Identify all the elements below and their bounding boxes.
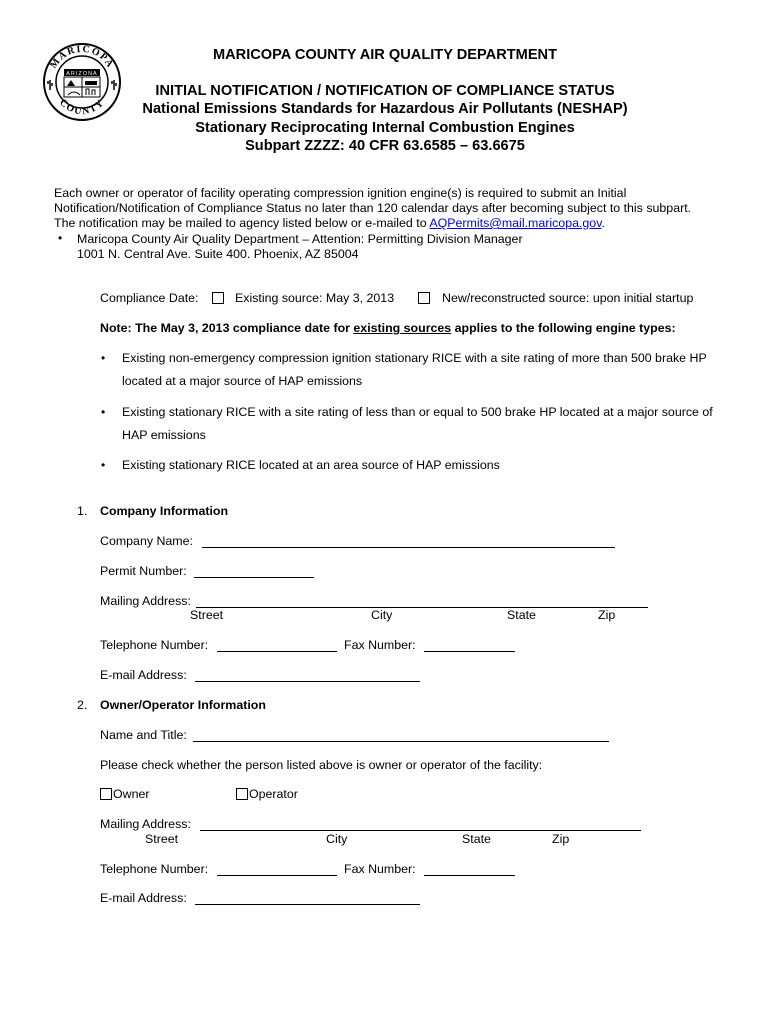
new-source-checkbox[interactable]	[418, 292, 430, 304]
owner-street-caption: Street	[145, 832, 179, 846]
engine-type-2-line2: HAP emissions	[122, 428, 206, 442]
owner-fax-field[interactable]	[424, 875, 515, 876]
zip-caption: Zip	[598, 608, 616, 622]
company-name-label: Company Name:	[100, 534, 193, 548]
mailing-address-label: Mailing Address:	[100, 594, 191, 608]
owner-mailing-address-field[interactable]	[200, 830, 641, 831]
owner-fax-label: Fax Number:	[344, 862, 416, 876]
existing-source-checkbox[interactable]	[212, 292, 224, 304]
section1-title: Company Information	[100, 504, 229, 518]
telephone-label: Telephone Number:	[100, 638, 209, 652]
owner-telephone-label: Telephone Number:	[100, 862, 209, 876]
intro-line1: Each owner or operator of facility operating compression ignition engine(s) is required to submit an Initial	[54, 186, 627, 200]
operator-checkbox[interactable]	[236, 788, 248, 800]
city-caption: City	[371, 608, 393, 622]
street-caption: Street	[190, 608, 224, 622]
seal-bottom-text: COUNTY	[57, 97, 107, 118]
owner-zip-caption: Zip	[552, 832, 570, 846]
operator-label: Operator	[249, 787, 298, 801]
fax-field[interactable]	[424, 651, 515, 652]
engine-type-2-line1: Existing stationary RICE with a site rating of less than or equal to 500 brake HP located at a major source of	[122, 405, 713, 419]
compliance-note: Note: The May 3, 2013 compliance date for existing sources applies to the following engine types:	[100, 321, 676, 335]
mailing-address-field[interactable]	[196, 607, 648, 608]
email-label: E-mail Address:	[100, 668, 187, 682]
engine-type-bullet-1: •	[101, 351, 106, 365]
owner-city-caption: City	[326, 832, 348, 846]
form-title-line4: Subpart ZZZZ: 40 CFR 63.6585 – 63.6675	[245, 138, 525, 154]
intro-line3: The notification may be mailed to agency listed below or e-mailed to AQPermits@mail.maricopa.gov.	[54, 216, 605, 230]
owner-state-caption: State	[462, 832, 491, 846]
permit-number-field[interactable]	[194, 577, 314, 578]
form-title-line1: INITIAL NOTIFICATION / NOTIFICATION OF COMPLIANCE STATUS	[155, 83, 615, 99]
address-bullet: •	[58, 231, 63, 245]
name-title-label: Name and Title:	[100, 728, 187, 742]
owner-checkbox[interactable]	[100, 788, 112, 800]
seal-top-text: MARICOPA	[48, 43, 116, 71]
section1-number: 1.	[77, 504, 88, 518]
owner-operator-prompt: Please check whether the person listed above is owner or operator of the facility:	[100, 758, 543, 772]
fax-label: Fax Number:	[344, 638, 416, 652]
form-title-line2: National Emissions Standards for Hazardous Air Pollutants (NESHAP)	[142, 101, 628, 117]
permit-number-label: Permit Number:	[100, 564, 187, 578]
telephone-field[interactable]	[217, 651, 337, 652]
section2-number: 2.	[77, 698, 88, 712]
existing-source-label: Existing source: May 3, 2013	[235, 291, 395, 305]
state-caption: State	[507, 608, 536, 622]
email-field[interactable]	[195, 681, 420, 682]
engine-type-1-line1: Existing non-emergency compression ignition stationary RICE with a site rating of more than 500 brake HP	[122, 351, 707, 365]
department-title: MARICOPA COUNTY AIR QUALITY DEPARTMENT	[212, 47, 558, 63]
new-source-label: New/reconstructed source: upon initial startup	[442, 291, 694, 305]
engine-type-bullet-2: •	[101, 405, 106, 419]
engine-type-bullet-3: •	[101, 458, 106, 472]
engine-type-1-line2: located at a major source of HAP emissions	[122, 374, 363, 388]
agency-address-line2: 1001 N. Central Ave. Suite 400. Phoenix, AZ 85004	[77, 247, 359, 261]
form-title-line3: Stationary Reciprocating Internal Combustion Engines	[195, 120, 575, 136]
company-name-field[interactable]	[202, 547, 615, 548]
owner-email-field[interactable]	[195, 904, 420, 905]
email-link[interactable]: AQPermits@mail.maricopa.gov	[429, 216, 602, 230]
owner-mailing-address-label: Mailing Address:	[100, 817, 191, 831]
owner-telephone-field[interactable]	[217, 875, 337, 876]
agency-address-line1: Maricopa County Air Quality Department – Attention: Permitting Division Manager	[77, 232, 523, 246]
seal-center-text: ARIZONA	[66, 71, 98, 77]
name-title-field[interactable]	[193, 741, 609, 742]
owner-label: Owner	[113, 787, 150, 801]
engine-type-3: Existing stationary RICE located at an area source of HAP emissions	[122, 458, 500, 472]
owner-email-label: E-mail Address:	[100, 891, 187, 905]
intro-line2: Notification/Notification of Compliance Status no later than 120 calendar days after becoming subject to this subpart.	[54, 201, 692, 215]
compliance-date-label: Compliance Date:	[100, 291, 199, 305]
section2-title: Owner/Operator Information	[100, 698, 266, 712]
